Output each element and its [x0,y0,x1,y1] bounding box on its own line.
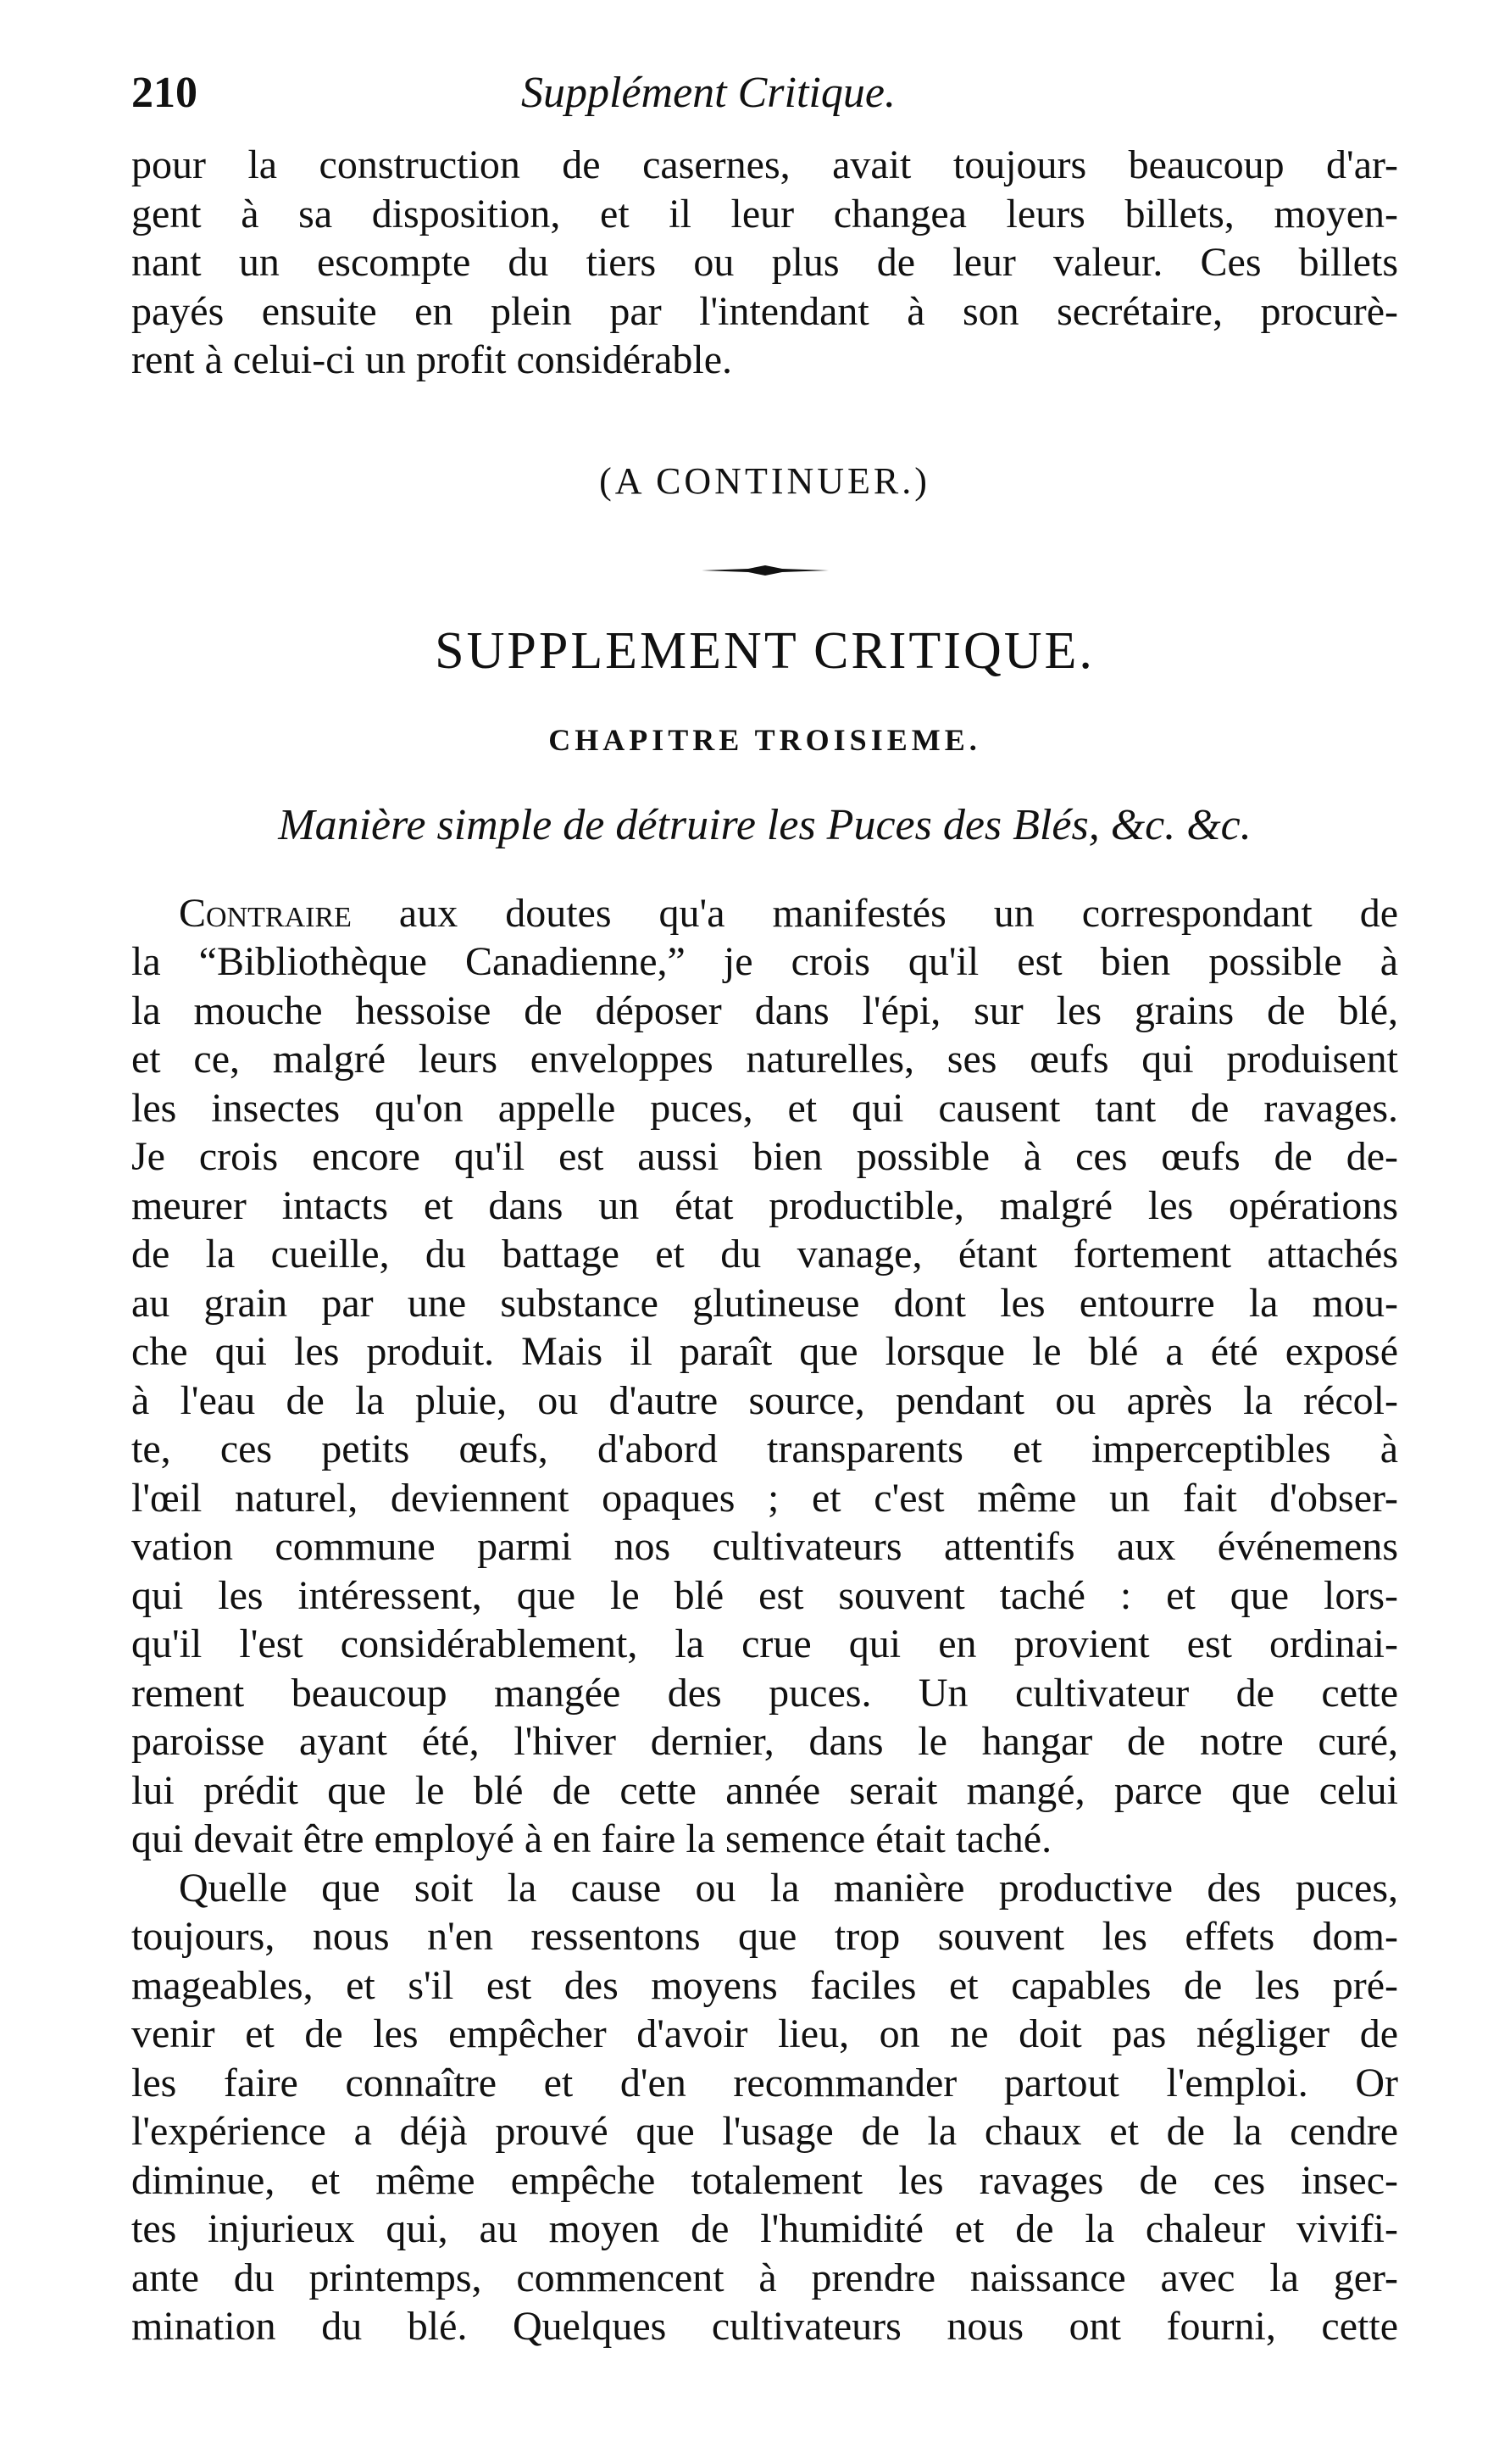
text-line: qu'il l'est considérablement, la crue qui en provient est ordinai- [131,1621,1398,1666]
ornamental-rule [702,564,829,577]
text-line: Je crois encore qu'il est aussi bien possible à ces œufs de de- [131,1134,1398,1179]
text-line: venir et de les empêcher d'avoir lieu, on ne doit pas négliger de [131,2011,1398,2056]
chapter-heading: CHAPITRE TROISIEME. [548,722,981,757]
text-line: payés ensuite en plein par l'intendant à son secrétaire, procurè- [131,288,1398,334]
page-number: 210 [131,69,197,117]
text-line: la “Bibliothèque Canadienne,” je crois qu'il est bien possible à [131,939,1398,984]
text-line: tes injurieux qui, au moyen de l'humidité et de la chaleur vivifi- [131,2206,1398,2251]
chapter-subtitle: Manière simple de détruire les Puces des Blés, &c. &c. [278,800,1252,849]
text-line: diminue, et même empêche totalement les ravages de ces insec- [131,2157,1398,2203]
text-line: rement beaucoup mangée des puces. Un cultivateur de cette [131,1670,1398,1716]
section-title: SUPPLEMENT CRITIQUE. [435,621,1095,680]
text-line: à l'eau de la pluie, ou d'autre source, pendant ou après la récol- [131,1377,1398,1423]
text-line: che qui les produit. Mais il paraît que lorsque le blé a été exposé [131,1329,1398,1374]
text-line: ante du printemps, commencent à prendre naissance avec la ger- [131,2255,1398,2300]
text-line: toujours, nous n'en ressentons que trop souvent les effets dom- [131,1914,1398,1959]
lead-word: Contraire [179,890,352,936]
text-line-rest: aux doutes qu'a manifestés un correspondant de [351,890,1398,936]
book-page [131,59,1398,2351]
text-line: meurer intacts et dans un état productible, malgré les opérations [131,1182,1398,1228]
text-line: au grain par une substance glutineuse dont les entourre la mou- [131,1280,1398,1326]
text-line [131,889,1398,938]
text-line: qui les intéressent, que le blé est souvent taché : et que lors- [131,1572,1398,1618]
text-line: qui devait être employé à en faire la semence était taché. [131,1816,1052,1861]
text-line: rent à celui-ci un profit considérable. [131,337,733,382]
text-line: l'œil naturel, deviennent opaques ; et c'est même un fait d'obser- [131,1475,1398,1521]
continuation-note: (A CONTINUER.) [599,459,930,502]
paragraph-1 [131,889,1398,1864]
text-line: te, ces petits œufs, d'abord transparents et imperceptibles à [131,1427,1398,1471]
text-line: l'expérience a déjà prouvé que l'usage de la chaux et de la cendre [131,2109,1398,2154]
text-line: pour la construction de casernes, avait toujours beaucoup d'ar- [131,142,1398,187]
running-title: Supplément Critique. [521,69,896,117]
text-line: lui prédit que le blé de cette année serait mangé, parce que celui [131,1767,1398,1813]
paragraph-2 [131,1864,1398,2351]
article-body [131,889,1398,2351]
text-line: et ce, malgré leurs enveloppes naturelles, ses œufs qui produisent [131,1037,1398,1082]
text-line: la mouche hessoise de déposer dans l'épi, sur les grains de blé, [131,987,1398,1033]
running-head [131,59,1398,127]
text-line: vation commune parmi nos cultivateurs attentifs aux événemens [131,1524,1398,1569]
continued-paragraph [131,141,1398,385]
text-line: gent à sa disposition, et il leur changea leurs billets, moyen- [131,191,1398,236]
text-line: mination du blé. Quelques cultivateurs nous ont fourni, cette [131,2304,1398,2349]
text-line: nant un escompte du tiers ou plus de leur valeur. Ces billets [131,240,1398,285]
text-line: les insectes qu'on appelle puces, et qui causent tant de ravages. [131,1085,1398,1131]
text-line: mageables, et s'il est des moyens faciles et capables de les pré- [131,1962,1398,2008]
text-line: Quelle que soit la cause ou la manière productive des puces, [179,1865,1398,1911]
text-line: les faire connaître et d'en recommander partout l'emploi. Or [131,2060,1398,2105]
text-line: de la cueille, du battage et du vanage, étant fortement attachés [131,1232,1398,1276]
text-line: paroisse ayant été, l'hiver dernier, dans le hangar de notre curé, [131,1719,1398,1764]
